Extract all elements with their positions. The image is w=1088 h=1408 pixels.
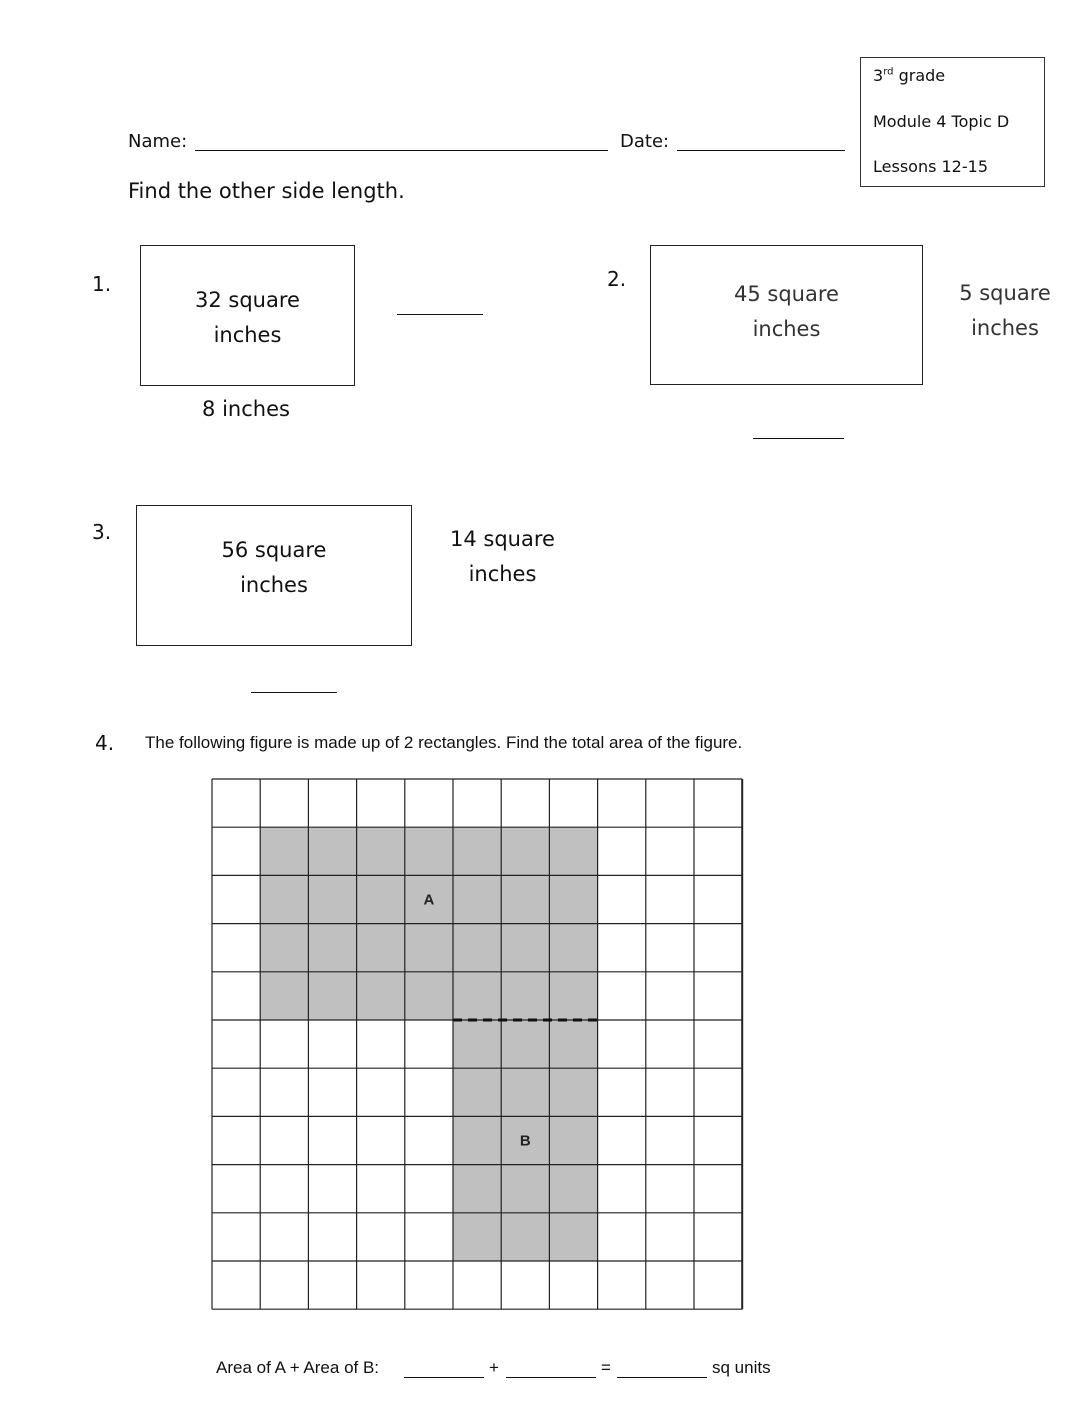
- plus-sign: +: [489, 1358, 499, 1377]
- equals-sign: =: [601, 1358, 611, 1377]
- module-label: Module 4 Topic D: [873, 112, 1010, 131]
- problem-3-number: 3.: [92, 520, 112, 544]
- units-label: sq units: [712, 1358, 771, 1377]
- area-a-answer-blank[interactable]: [404, 1377, 484, 1378]
- problem-1-given-side: 8 inches: [202, 397, 290, 421]
- date-label: Date:: [620, 131, 670, 152]
- total-answer-blank[interactable]: [617, 1377, 707, 1378]
- problem-3-answer-blank[interactable]: [251, 692, 337, 693]
- problem-2-given-side: [945, 276, 1065, 346]
- problem-3-given-line2: inches: [468, 562, 537, 586]
- problem-2-number: 2.: [607, 267, 627, 291]
- name-field[interactable]: [195, 150, 608, 151]
- area-grid-figure: [205, 772, 750, 1317]
- problem-2-given-line2: inches: [971, 316, 1039, 340]
- date-field[interactable]: [677, 150, 845, 151]
- problem-3-area-line2: inches: [240, 573, 308, 597]
- problem-1-rectangle: [140, 245, 355, 386]
- course-info-box: [860, 57, 1045, 187]
- name-label: Name:: [128, 131, 188, 152]
- problem-1-number: 1.: [92, 272, 112, 296]
- problem-2-rectangle: [650, 245, 923, 385]
- problem-3-given-side: [440, 522, 565, 592]
- problem-2-area-line1: 45 square: [734, 282, 839, 306]
- problem-3-given-line1: 14 square: [450, 527, 555, 551]
- grade-label: 3rd grade: [873, 66, 946, 85]
- instruction-text: Find the other side length.: [128, 179, 405, 203]
- problem-3-area-line1: 56 square: [221, 538, 327, 562]
- rectangle-b-label: B: [519, 1132, 531, 1150]
- problem-4-number: 4.: [95, 731, 115, 755]
- area-b-answer-blank[interactable]: [506, 1377, 596, 1378]
- answer-label: Area of A + Area of B:: [216, 1358, 380, 1377]
- problem-3-rectangle: [136, 505, 412, 646]
- problem-4-prompt: The following figure is made up of 2 rectangles. Find the total area of the figure.: [145, 733, 743, 752]
- area-grid-svg: [205, 772, 750, 1317]
- problem-1-answer-blank[interactable]: [397, 314, 483, 315]
- lessons-label: Lessons 12-15: [873, 157, 988, 176]
- problem-2-area-line2: inches: [752, 317, 821, 341]
- rectangle-a-label: A: [423, 891, 435, 909]
- problem-1-area-line2: inches: [213, 323, 282, 347]
- problem-2-given-line1: 5 square: [959, 281, 1051, 305]
- problem-1-area-line1: 32 square: [195, 288, 300, 312]
- problem-2-answer-blank[interactable]: [753, 438, 844, 439]
